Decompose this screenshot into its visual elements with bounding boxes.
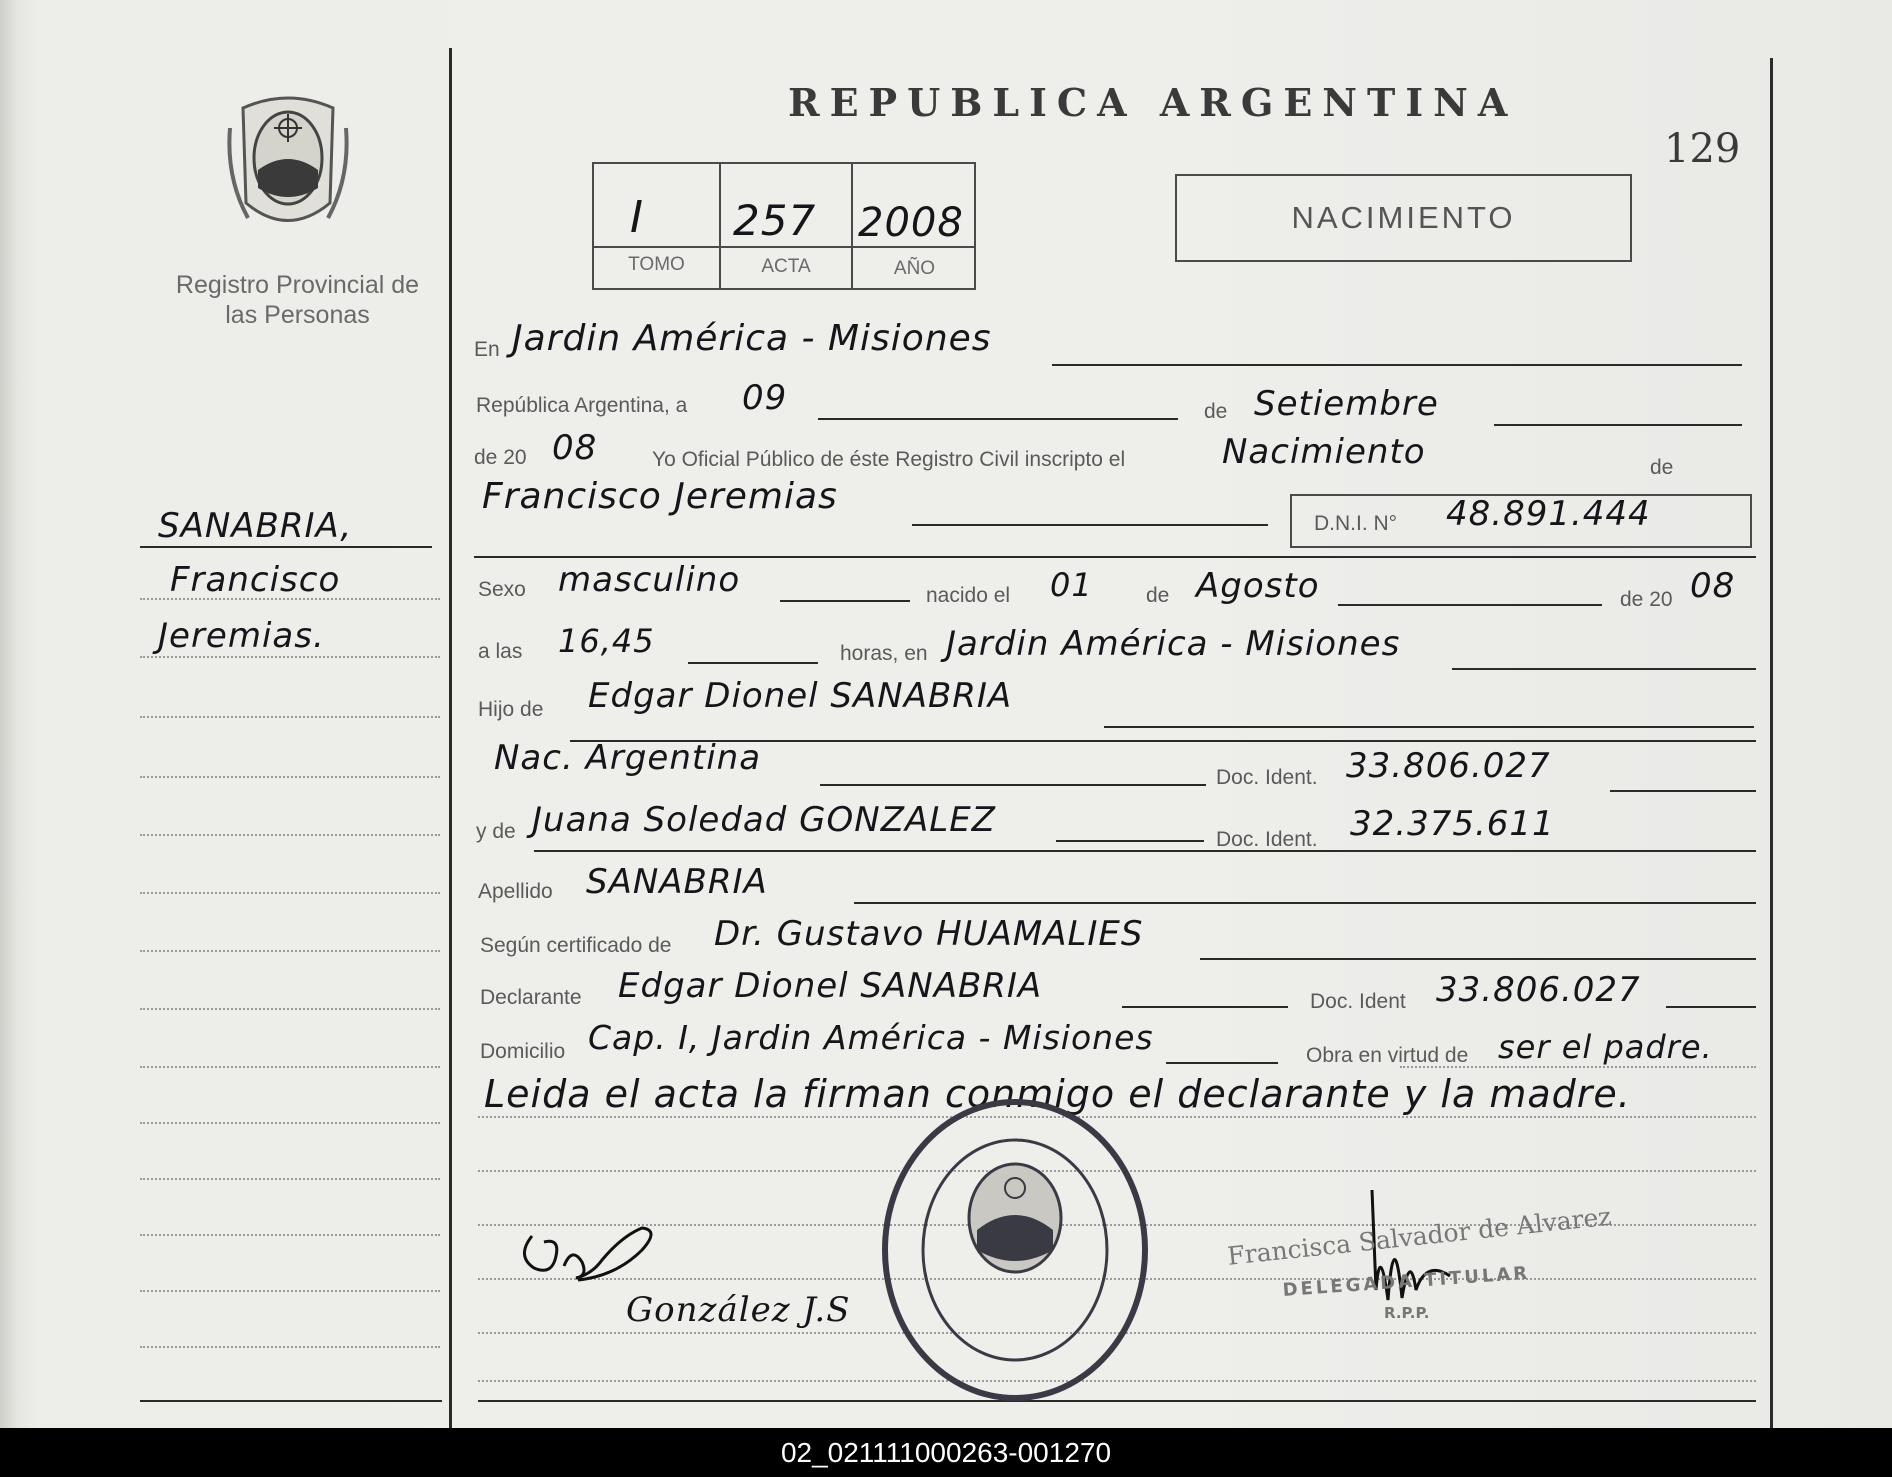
margin-dotted-line [140,950,440,952]
dotted-line [1400,1066,1756,1068]
value-padre: Edgar Dionel SANABRIA [588,676,1013,716]
signature-edgar [512,1216,664,1290]
margin-surname: SANABRIA, [158,506,353,546]
value-dia: 09 [742,378,788,418]
official-name: Francisca Salvador de Alvarez [1226,1201,1613,1271]
anio-label: AÑO [893,258,936,279]
label-dni: D.N.I. N° [1314,512,1398,535]
field-rule [912,524,1268,526]
margin-dotted-line [140,716,440,718]
field-rule [1104,726,1754,728]
label-republica: República Argentina, a [476,394,688,417]
margin-firstname: Francisco [170,560,341,600]
margin-dotted-line [140,1290,440,1292]
label-yo-oficial: Yo Oficial Público de éste Registro Civil inscripto el [652,448,1126,471]
field-rule [780,600,910,602]
margin-dotted-line [140,656,440,658]
value-cierre: Leida el acta la firman conmigo el declarante y la madre. [484,1072,1631,1116]
margin-dotted-line [140,1346,440,1348]
margin-dotted-line [140,776,440,778]
section-rule [474,556,1756,558]
label-de-20: de 20 [1620,588,1673,611]
label-doc-ident-2: Doc. Ident. [1216,828,1318,851]
official-stamp-icon [862,1090,1168,1410]
label-de-right: de [1650,456,1674,479]
field-rule [1056,840,1204,842]
margin-middlename: Jeremias. [158,616,325,656]
right-border [1770,58,1773,1428]
margin-dotted-line [140,1066,440,1068]
section-rule [534,850,1756,852]
value-medico: Dr. Gustavo HUAMALIES [714,914,1144,954]
field-rule [1166,1062,1278,1064]
value-nombre: Francisco Jeremias [482,476,838,517]
label-sexo: Sexo [478,578,526,601]
misiones-seal-icon [218,88,358,248]
margin-dotted-line [140,834,440,836]
field-rule [854,902,1756,904]
value-nacionalidad: Nac. Argentina [494,738,762,778]
field-rule [1122,1006,1288,1008]
value-nacido-dia: 01 [1050,566,1093,604]
label-horas-en: horas, en [840,642,928,665]
label-de: de [1204,400,1228,423]
margin-dotted-line [140,892,440,894]
label-y-de: y de [476,820,516,843]
label-doc-ident-3: Doc. Ident [1310,990,1406,1013]
value-mes: Setiembre [1254,384,1439,424]
field-rule [1052,364,1742,366]
label-a-las: a las [478,640,523,663]
acta-label: ACTA [761,256,811,277]
value-inscripto: Nacimiento [1222,432,1426,472]
page-number: 129 [1664,126,1741,172]
document-id-footer: 02_021111000263-001270 [0,1428,1892,1477]
value-nacido-anio: 08 [1690,566,1736,606]
official-abbr: R.P.P. [1384,1304,1430,1322]
value-lugar: Jardin América - Misiones [512,318,992,359]
label-segun: Según certificado de [480,934,672,957]
tomo-value: I [630,192,644,243]
margin-rule [140,1400,442,1402]
label-declarante: Declarante [480,986,582,1009]
margin-dotted-line [140,598,440,600]
anio-value: 2008 [858,200,964,246]
field-rule [1666,1006,1756,1008]
field-rule [1452,668,1756,670]
value-declarante-doc: 33.806.027 [1436,970,1641,1010]
record-divider [592,246,976,248]
certificate-type: NACIMIENTO [1291,200,1516,235]
field-rule [1610,790,1756,792]
official-title: DELEGADA TITULAR [1282,1262,1531,1301]
label-obra: Obra en virtud de [1306,1044,1469,1067]
margin-divider [449,48,452,1428]
label-en: En [474,338,500,361]
label-doc-ident-1: Doc. Ident. [1216,766,1318,789]
value-dni: 48.891.444 [1446,494,1651,534]
field-rule [688,662,818,664]
label-nacido-el: nacido el [926,584,1011,607]
margin-dotted-line [140,1008,440,1010]
value-nacido-mes: Agosto [1196,566,1320,606]
value-madre-doc: 32.375.611 [1350,804,1555,844]
label-de20: de 20 [474,446,527,469]
field-rule [818,418,1178,420]
field-rule [1494,424,1742,426]
label-domicilio: Domicilio [480,1040,566,1063]
country-title: REPUBLICA ARGENTINA [788,80,1518,125]
value-declarante: Edgar Dionel SANABRIA [618,966,1043,1006]
value-obra: ser el padre. [1498,1028,1713,1066]
value-domicilio: Cap. I, Jardin América - Misiones [588,1018,1154,1057]
label-de-month: de [1146,584,1170,607]
acta-value: 257 [733,196,817,245]
value-madre: Juana Soledad GONZALEZ [532,800,996,840]
certificate-type-box [1175,174,1632,262]
signature-gonzalez: González J.S [626,1290,851,1330]
value-hora: 16,45 [558,622,655,660]
label-apellido: Apellido [478,880,553,903]
margin-dotted-line [140,1178,440,1180]
value-padre-doc: 33.806.027 [1346,746,1551,786]
value-lugar-nac: Jardin América - Misiones [946,624,1401,664]
field-rule [1200,958,1756,960]
field-rule [1338,604,1602,606]
value-apellido: SANABRIA [586,862,768,902]
margin-dotted-line [140,1122,440,1124]
margin-rule [140,546,432,548]
margin-dotted-line [140,1234,440,1236]
registry-name: Registro Provincial de las Personas [175,271,420,329]
tomo-label: TOMO [628,254,685,275]
field-rule [820,784,1206,786]
value-sexo: masculino [558,560,741,600]
value-anio: 08 [552,428,598,468]
label-hijo-de: Hijo de [478,698,544,721]
